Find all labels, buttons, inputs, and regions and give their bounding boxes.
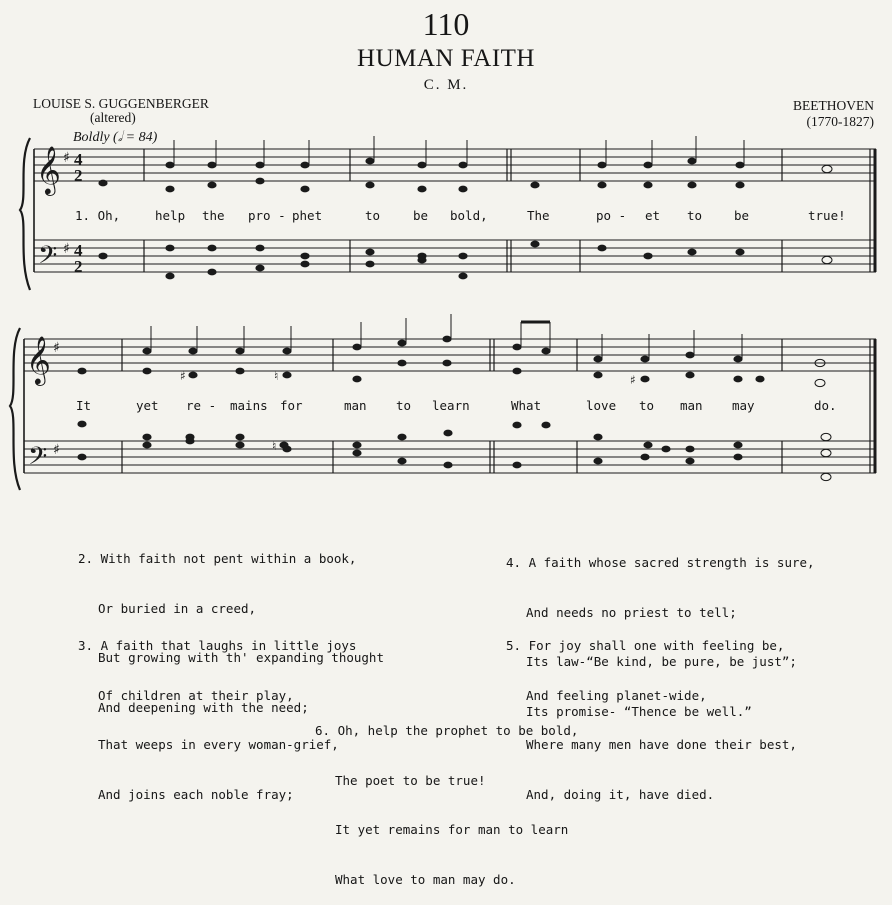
lyric-syllable: It xyxy=(76,398,92,413)
lyric-syllable: phet xyxy=(292,208,323,223)
key-sharp-icon: ♯ xyxy=(63,241,70,257)
lyric-syllable: re - xyxy=(186,398,217,413)
stanza-line: 2. With faith not pent within a book, xyxy=(78,551,357,566)
bass-clef-icon: 𝄢 xyxy=(28,442,48,477)
lyric-syllable: The xyxy=(527,208,550,223)
svg-text:4: 4 xyxy=(74,150,83,169)
stanza-line: It yet remains for man to learn xyxy=(335,822,569,837)
natural-icon: ♮ xyxy=(274,369,279,383)
lyric-syllable: bold, xyxy=(450,208,488,223)
sharp-icon: ♯ xyxy=(630,373,636,387)
treble-clef-icon: 𝄞 xyxy=(26,335,51,384)
stanza-line: Its law-“Be kind, be pure, be just”; xyxy=(526,654,797,669)
tempo-marking: Boldly (𝅗𝅥 = 84) xyxy=(73,130,158,145)
lyric-syllable: may xyxy=(732,398,755,413)
stanza-line: Its promise- “Thence be well.” xyxy=(526,703,752,719)
bass-clef-icon: 𝄢 xyxy=(38,241,58,276)
stanza-line: But growing with th' expanding thought xyxy=(98,650,384,665)
lyric-syllable: be xyxy=(413,208,429,223)
lyric-syllable: to xyxy=(639,398,655,413)
hymn-number: 110 xyxy=(422,6,470,42)
sharp-icon: ♯ xyxy=(180,369,186,383)
key-sharp-icon: ♯ xyxy=(63,150,70,166)
stems-system-1 xyxy=(174,136,744,165)
lyric-syllable: to xyxy=(687,208,703,223)
composer-dates: (1770-1827) xyxy=(806,114,874,129)
svg-text:2: 2 xyxy=(74,166,83,185)
lyric-syllable: to xyxy=(396,398,412,413)
stanza-line: And deepening with the need; xyxy=(98,699,309,715)
lyric-syllable: for xyxy=(280,398,303,413)
stanza-line: What love to man may do. xyxy=(335,871,516,887)
stanza-line: 3. A faith that laughs in little joys xyxy=(78,638,357,653)
stanza-line: Where many men have done their best, xyxy=(526,737,797,752)
lyric-syllable: 1. Oh, xyxy=(75,208,121,223)
meter: C. M. xyxy=(423,77,469,93)
half-note-icon: 𝅗𝅥 xyxy=(117,130,123,145)
treble-staff-1 xyxy=(34,149,876,181)
stanza-line: 6. Oh, help the prophet to be bold, xyxy=(315,723,579,738)
composer: BEETHOVEN xyxy=(793,98,874,113)
lyric-syllable: et xyxy=(645,208,661,223)
lyric-syllable: pro - xyxy=(248,208,286,223)
svg-text:4: 4 xyxy=(74,241,83,260)
stanza-line: And feeling planet-wide, xyxy=(526,687,707,703)
lyric-syllable: man xyxy=(344,398,367,413)
tempo-value: = 84 xyxy=(125,130,153,145)
lyric-syllable: What xyxy=(511,398,542,413)
lyric-syllable: be xyxy=(734,208,750,223)
stanza-line: Or buried in a creed, xyxy=(98,600,257,616)
brace-icon xyxy=(10,328,20,490)
lyric-syllable: to xyxy=(365,208,381,223)
key-sharp-icon: ♯ xyxy=(53,442,60,458)
stanza-line: Of children at their play, xyxy=(98,687,294,703)
stanza-line: 4. A faith whose sacred strength is sure, xyxy=(506,555,815,570)
treble-staff-2 xyxy=(24,339,876,371)
lyric-syllable: man xyxy=(680,398,703,413)
lyric-syllable: help xyxy=(155,208,186,223)
svg-text:2: 2 xyxy=(74,257,83,276)
lyric-syllable: the xyxy=(202,208,225,223)
tempo-word: Boldly xyxy=(73,130,110,145)
stanza-line: And needs no priest to tell; xyxy=(526,604,737,620)
lyric-syllable: learn xyxy=(432,398,470,413)
lyricist-note: (altered) xyxy=(90,110,136,125)
lyricist: LOUISE S. GUGGENBERGER xyxy=(33,96,209,111)
stanza-line: And, doing it, have died. xyxy=(526,786,715,802)
brace-icon xyxy=(20,138,30,290)
stanza-line: The poet to be true! xyxy=(335,772,486,788)
key-sharp-icon: ♯ xyxy=(53,340,60,356)
lyric-syllable: love xyxy=(586,398,617,413)
stanza-line: 5. For joy shall one with feeling be, xyxy=(506,638,785,653)
treble-clef-icon: 𝄞 xyxy=(36,145,61,194)
stanza-line: That weeps in every woman-grief, xyxy=(98,737,339,752)
lyric-syllable: mains xyxy=(230,398,268,413)
lyric-syllable: true! xyxy=(808,208,846,223)
natural-icon: ♮ xyxy=(272,439,277,453)
lyric-syllable: po - xyxy=(596,208,627,223)
lyric-syllable: do. xyxy=(814,398,837,413)
stanza-6 xyxy=(315,690,578,905)
stanza-line: And joins each noble fray; xyxy=(98,786,294,802)
bass-staff-2 xyxy=(24,441,876,473)
hymn-title: HUMAN FAITH xyxy=(357,45,535,72)
lyric-syllable: yet xyxy=(136,398,159,413)
bass-staff-1 xyxy=(34,240,876,272)
